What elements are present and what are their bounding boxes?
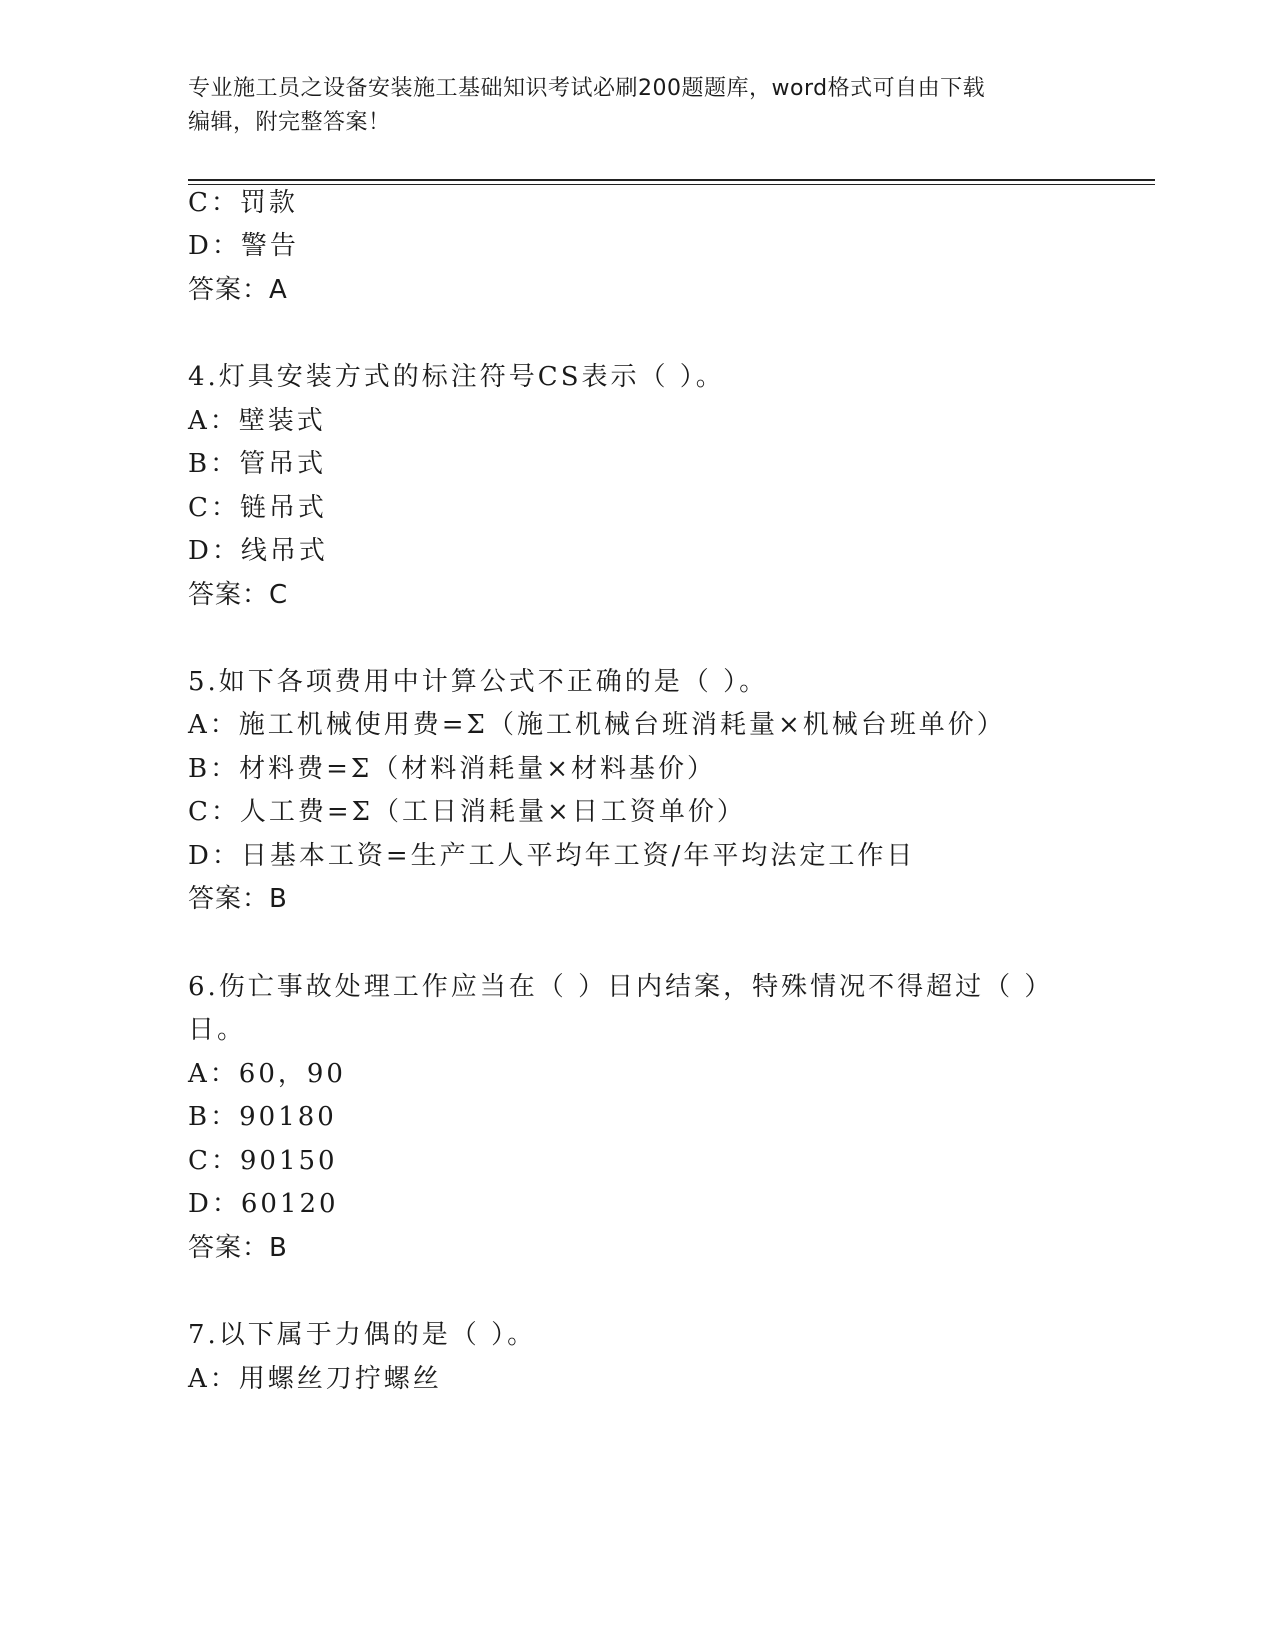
q6-option-a: A：60，90 — [188, 1059, 346, 1089]
q6-stem-line-2: 日。 — [188, 1015, 247, 1045]
header-line-1: 专业施工员之设备安装施工基础知识考试必刷200题题库，word格式可自由下载 — [188, 76, 986, 101]
q4-option-c: C：链吊式 — [188, 493, 327, 523]
q5-option-c: C：人工费=Σ（工日消耗量×日工资单价） — [188, 797, 746, 827]
q5-option-b: B：材料费=Σ（材料消耗量×材料基价） — [188, 754, 717, 784]
q4-option-a: A：壁装式 — [188, 406, 326, 436]
q6-option-c: C：90150 — [188, 1146, 338, 1176]
q6-stem-line-1: 6.伤亡事故处理工作应当在（ ）日内结案，特殊情况不得超过（ ） — [188, 972, 1054, 1002]
q7-stem: 7.以下属于力偶的是（ ）。 — [188, 1320, 537, 1350]
q7-option-a: A：用螺丝刀拧螺丝 — [188, 1364, 442, 1394]
q4-answer: 答案：C — [188, 580, 289, 610]
q3-option-d: D：警告 — [188, 231, 299, 261]
q6-option-b: B：90180 — [188, 1102, 337, 1132]
q5-option-a: A：施工机械使用费=Σ（施工机械台班消耗量×机械台班单价） — [188, 710, 1006, 740]
q5-stem: 5.如下各项费用中计算公式不正确的是（ ）。 — [188, 667, 769, 697]
q4-option-d: D：线吊式 — [188, 536, 328, 566]
q5-option-d: D：日基本工资=生产工人平均年工资/年平均法定工作日 — [188, 841, 916, 871]
q6-option-d: D：60120 — [188, 1189, 339, 1219]
q4-option-b: B：管吊式 — [188, 449, 327, 479]
q3-answer: 答案：A — [188, 275, 288, 305]
header-line-2: 编辑，附完整答案！ — [188, 110, 391, 135]
q6-answer: 答案：B — [188, 1233, 288, 1263]
header-rule-thin — [188, 184, 1155, 185]
q4-stem: 4.灯具安装方式的标注符号CS表示（ ）。 — [188, 362, 725, 392]
q5-answer: 答案：B — [188, 884, 288, 914]
q3-option-c: C：罚款 — [188, 188, 298, 218]
page-header — [188, 72, 1088, 140]
header-rule-thick — [188, 179, 1155, 181]
